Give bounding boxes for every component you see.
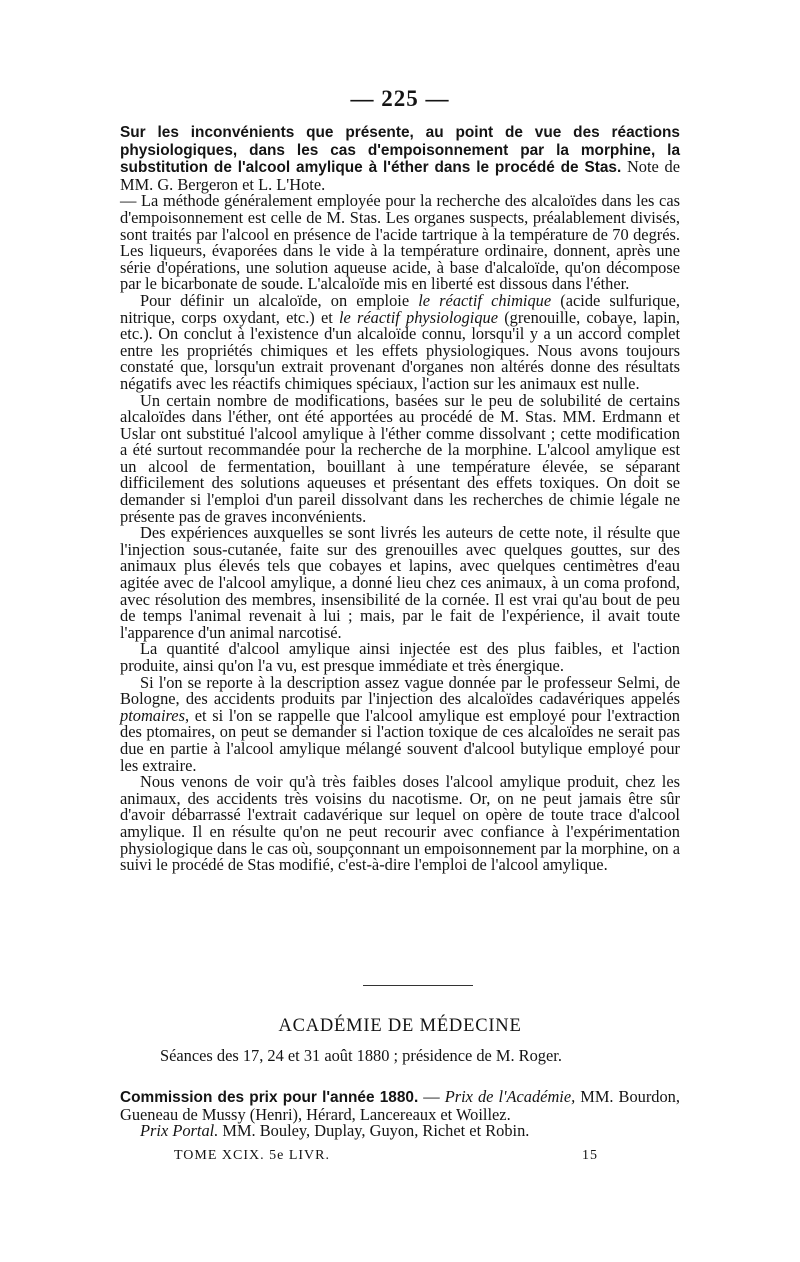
page-footer	[174, 1148, 598, 1164]
article-note: Note de MM. G. Bergeron et L. L'Hote.	[120, 157, 680, 194]
dash: —	[418, 1087, 445, 1106]
emphasis: le réactif chimique	[418, 290, 552, 310]
paragraph	[120, 290, 680, 393]
article-heading	[120, 124, 680, 193]
paragraph-text: , et si l'on se rappelle que l'alcool amylique est employé pour l'extraction des ptomaires, on peut se demander si l'action toxique de ces alcaloïdes ne serait pas due en partie à l'alcool amylique mélangé souvent d'alcool butylique employé pour les extraire.	[120, 705, 680, 775]
paragraph: Nous venons de voir qu'à très faibles doses l'alcool amylique produit, chez les animaux, des accidents très voisins du nacotisme. Or, on ne peut jamais être sûr d'avoir débarrassé l'extrait cadavérique sur lequel on opère de toute trace d'alcool amylique. Il en résulte qu'on ne peut recourir avec confiance à l'expérimentation physiologique dans le cas où, soupçonnant un empoisonnement par la morphine, on a suivi le procédé de Stas modifié, c'est-à-dire l'emploi de l'alcool amylique.	[120, 772, 680, 875]
commission-members: MM. Bourdon, Gueneau de Mussy (Henri), Hérard, Lancereaux et Woillez.	[120, 1087, 680, 1124]
sessions-line: Séances des 17, 24 et 31 août 1880 ; présidence de M. Roger.	[160, 1046, 562, 1065]
paragraph: — La méthode généralement employée pour la recherche des alcaloïdes dans les cas d'empoisonnement est celle de M. Stas. Les organes suspects, préalablement divisés, sont traités par l'alcool en présence de l'acide tartrique à la température de 70 degrés. Les liqueurs, évaporées dans le vide à la température ordinaire, donnent, après une série d'opérations, une solution aqueuse acide, à base d'alcaloïde, qu'on décompose par le bicarbonate de soude. L'alcaloïde mis en liberté est dissous dans l'éther.	[120, 191, 680, 294]
paragraph-text: Pour définir un alcaloïde, on emploie	[140, 290, 419, 310]
paragraph-text: (acide sulfurique, nitrique, corps oxydant, etc.) et	[120, 290, 680, 327]
page-number: — 225 —	[350, 86, 450, 111]
commission-paragraph	[120, 1089, 680, 1123]
portal-members: MM. Bouley, Duplay, Guyon, Richet et Robin.	[218, 1121, 530, 1141]
prize-name: Prix de l'Académie,	[444, 1087, 576, 1106]
portal-paragraph	[120, 1123, 680, 1140]
emphasis: le réactif physiologique	[339, 307, 498, 327]
commission-block	[120, 1089, 680, 1140]
article-body	[120, 124, 680, 874]
section-title: ACADÉMIE DE MÉDECINE	[278, 1016, 522, 1036]
paragraph: Des expériences auxquelles se sont livrés les auteurs de cette note, il résulte que l'injection sous-cutanée, faite sur des grenouilles avec quelques gouttes, sur des animaux plus élevés tels que cobayes et lapins, avec quelques centimètres d'eau agitée avec de l'alcool amylique, a donné lieu chez ces animaux, à un coma profond, avec résolution des membres, insensibilité de la cornée. Il est vrai qu'au bout de peu de temps l'animal revenait à lui ; mais, par le fait de l'expérience, il avait toute l'apparence d'un animal narcotisé.	[120, 523, 680, 642]
paragraph: La quantité d'alcool amylique ainsi injectée est des plus faibles, et l'action produite, ainsi qu'on l'a vu, est presque immédiate et très énergique.	[120, 639, 680, 675]
paragraph-text: (grenouille, cobaye, lapin, etc.). On conclut à l'existence d'un alcaloïde connu, lorsqu'il y a un accord complet entre les propriétés chimiques et les effets physiologiques. Nous avons toujours constaté que, lorsqu'un extrait provenant d'organes non altérés donne des résultats négatifs avec les réactifs chimiques spéciaux, l'action sur les animaux est nulle.	[120, 307, 680, 393]
emphasis: ptomaires	[120, 705, 185, 725]
section-divider	[363, 985, 473, 986]
commission-title: Commission des prix pour l'année 1880.	[120, 1089, 419, 1106]
prize-name: Prix Portal.	[140, 1121, 219, 1141]
paragraph	[120, 672, 680, 775]
paragraph: Un certain nombre de modifications, basées sur le peu de solubilité de certains alcaloïdes dans l'éther, ont été apportées au procédé de M. Stas. MM. Erdmann et Uslar ont substitué l'alcool amylique à l'éther comme dissolvant ; cette modification a été surtout recommandée pour la recherche de la morphine. L'alcool amylique est un alcool de fermentation, bouillant à une température élevée, se séparant difficilement des solutions aqueuses et présentant des effets toxiques. On doit se demander si l'emploi d'un pareil dissolvant dans les recherches de chimie légale ne présente pas de graves inconvénients.	[120, 390, 680, 526]
tome-label: TOME XCIX. 5e LIVR.	[174, 1148, 331, 1163]
signature-mark: 15	[582, 1148, 598, 1163]
article-title: Sur les inconvénients que présente, au point de vue des réactions physiologiques, dans les cas d'empoisonnement par la morphine, la substitution de l'alcool amylique à l'éther dans le procédé de Stas.	[120, 124, 680, 177]
paragraph-text: Si l'on se reporte à la description assez vague donnée par le professeur Selmi, de Bologne, des accidents produits par l'injection des alcaloïdes cadavériques appelés	[120, 672, 680, 709]
